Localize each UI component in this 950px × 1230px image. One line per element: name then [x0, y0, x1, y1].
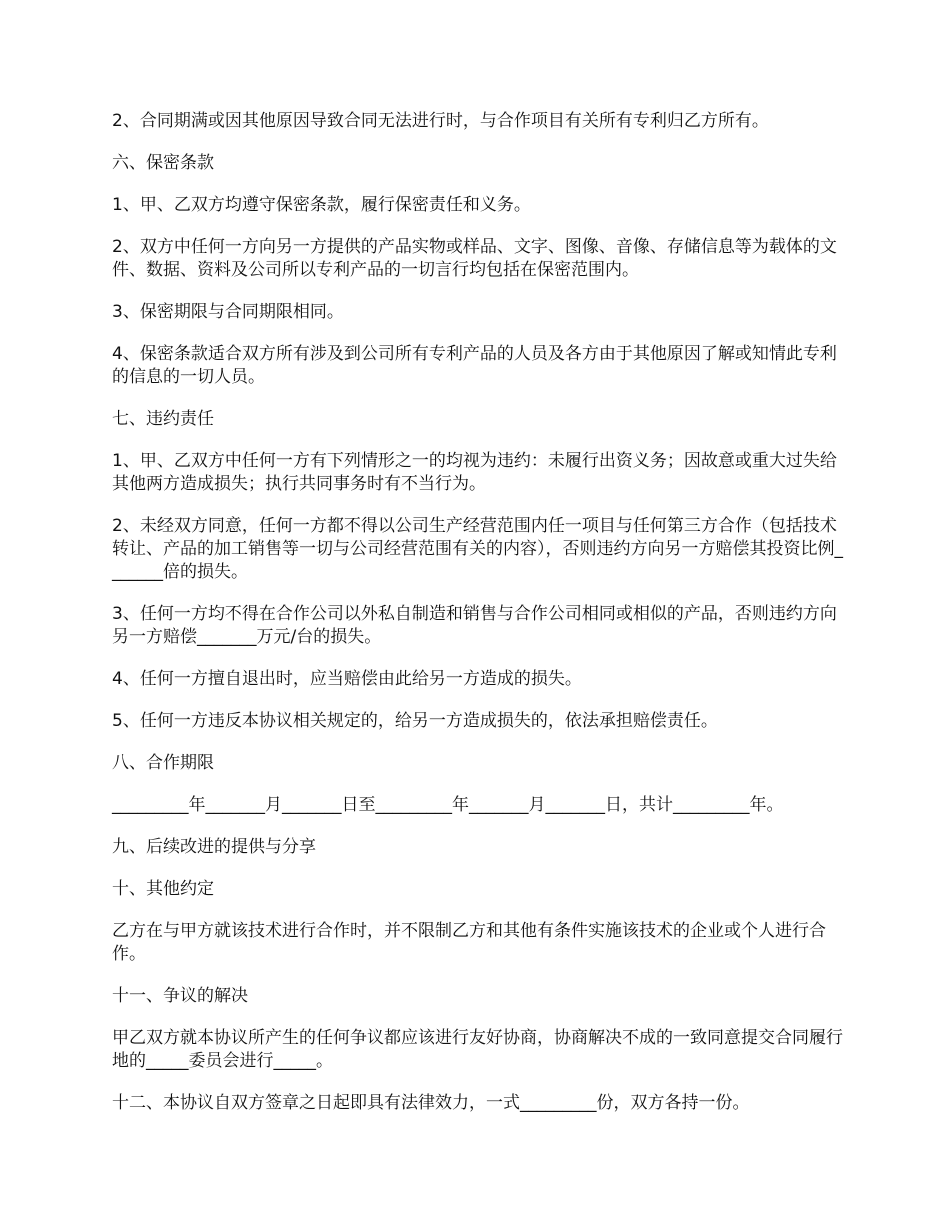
breach-clause-3: 3、任何一方均不得在合作公司以外私自制造和销售与合作公司相同或相似的产品，否则违约方向另一方赔偿_______万元/台的损失。	[112, 604, 837, 647]
confidentiality-clause-4: 4、保密条款适合双方所有涉及到公司所有专利产品的人员及各方由于其他原因了解或知情此专利的信息的一切人员。	[112, 344, 837, 387]
section-heading-dispute: 十一、争议的解决	[112, 986, 248, 1006]
document-page	[112, 110, 847, 1134]
section-heading-confidentiality: 六、保密条款	[112, 153, 214, 173]
clause-2-patent-ownership: 2、合同期满或因其他原因导致合同无法进行时，与合作项目有关所有专利归乙方所有。	[112, 111, 769, 131]
confidentiality-clause-2: 2、双方中任何一方向另一方提供的产品实物或样品、文字、图像、音像、存储信息等为载体的文件、数据、资料及公司所以专利产品的一切言行均包括在保密范围内。	[112, 237, 837, 280]
section-heading-breach: 七、违约责任	[112, 409, 214, 429]
section-heading-other: 十、其他约定	[112, 879, 214, 899]
term-dates-line: _________年_______月_______日至_________年_______月_______日，共计_________年。	[112, 795, 784, 815]
breach-clause-5: 5、任何一方违反本协议相关规定的，给另一方造成损失的，依法承担赔偿责任。	[112, 711, 718, 731]
breach-clause-2: 2、未经双方同意，任何一方都不得以公司生产经营范围内任一项目与任何第三方合作（包括技术转让、产品的加工销售等一切与公司经营范围有关的内容），否则违约方向另一方赔偿其投资比例_______倍的损失。	[112, 516, 843, 582]
breach-clause-4: 4、任何一方擅自退出时，应当赔偿由此给另一方造成的损失。	[112, 669, 582, 689]
confidentiality-clause-1: 1、甲、乙双方均遵守保密条款，履行保密责任和义务。	[112, 195, 531, 215]
confidentiality-clause-3: 3、保密期限与合同期限相同。	[112, 302, 344, 322]
dispute-resolution-text: 甲乙双方就本协议所产生的任何争议都应该进行友好协商，协商解决不成的一致同意提交合同履行地的_____委员会进行_____。	[112, 1028, 843, 1071]
section-heading-term: 八、合作期限	[112, 753, 214, 773]
other-agreement-text: 乙方在与甲方就该技术进行合作时，并不限制乙方和其他有条件实施该技术的企业或个人进行合作。	[112, 921, 826, 964]
section-effective-clause: 十二、本协议自双方签章之日起即具有法律效力，一式_________份，双方各持一份。	[112, 1093, 750, 1113]
breach-clause-1: 1、甲、乙双方中任何一方有下列情形之一的均视为违约：未履行出资义务；因故意或重大过失给其他两方造成损失；执行共同事务时有不当行为。	[112, 451, 837, 494]
section-heading-improvements: 九、后续改进的提供与分享	[112, 837, 316, 857]
